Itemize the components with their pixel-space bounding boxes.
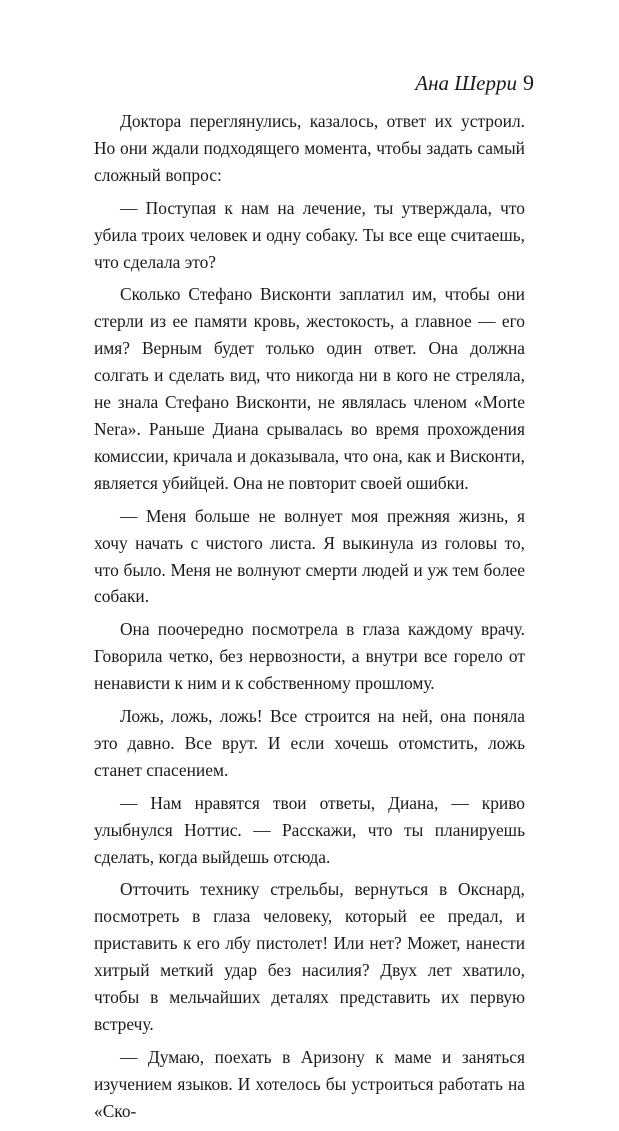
paragraph: Ложь, ложь, ложь! Все строится на ней, она поняла это давно. Все врут. И если хочешь отомстить, ложь станет спасением.: [94, 706, 525, 780]
paragraph: — Меня больше не волнует моя прежняя жизнь, я хочу начать с чистого листа. Я выкинула из головы то, что было. Меня не волнуют смерти людей и уж тем более собаки.: [94, 505, 525, 607]
paragraph: Отточить технику стрельбы, вернуться в Окснард, посмотреть в глаза человеку, который ее предал, и приставить к его лбу пистолет! Или нет? Может, нанести хитрый меткий удар без насилия? Двух лет хватило, чтобы в мельчайших деталях представить их первую встречу.: [94, 879, 525, 1034]
paragraph: Доктора переглянулись, казалось, ответ их устроил. Но они ждали подходящего момента, чтобы задать самый сложный вопрос:: [94, 111, 525, 185]
paragraph: — Думаю, поехать в Аризону к маме и заняться изучением языков. И хотелось бы устроиться работать на «Ско-: [94, 1046, 525, 1121]
body-text: [94, 108, 525, 1131]
running-header: [415, 70, 534, 96]
paragraph: — Нам нравятся твои ответы, Диана, — криво улыбнулся Ноттис. — Расскажи, что ты планируешь сделать, когда выйдешь отсюда.: [94, 792, 525, 867]
paragraph: — Поступая к нам на лечение, ты утверждала, что убила троих человек и одну собаку. Ты все еще считаешь, что сделала это?: [94, 197, 525, 272]
paragraph: Сколько Стефано Висконти заплатил им, чтобы они стерли из ее памяти кровь, жестокость, а главное — его имя? Верным будет только один ответ. Она должна солгать и сделать вид, что никогда ни в кого не стреляла, не знала Стефано Висконти, не являлась членом «Morte Nera». Раньше Диана срывалась во время прохождения комиссии, кричала и доказывала, что она, как и Висконти, является убийцей. Она не повторит своей ошибки.: [94, 284, 525, 493]
header-author: Ана Шерри: [415, 71, 517, 95]
paragraph: Она поочередно посмотрела в глаза каждому врачу. Говорила четко, без нервозности, а внутри все горело от ненависти к ним и к собственному прошлому.: [94, 619, 525, 694]
page-number: 9: [523, 70, 534, 95]
